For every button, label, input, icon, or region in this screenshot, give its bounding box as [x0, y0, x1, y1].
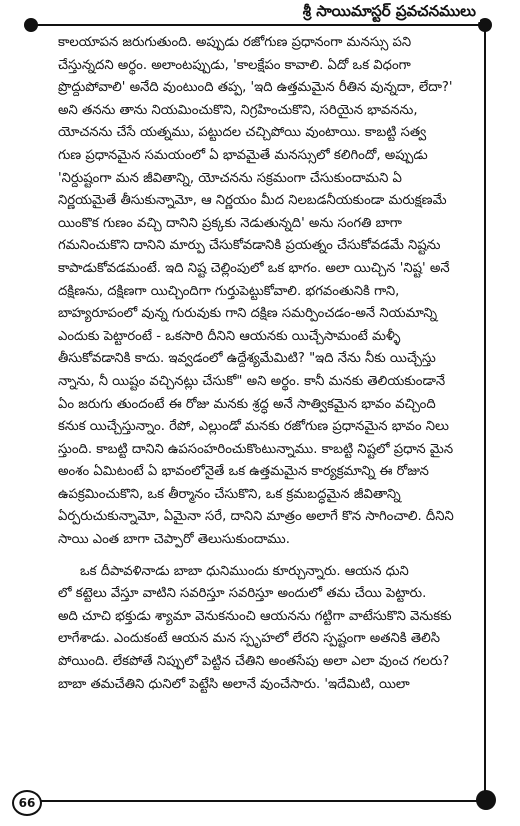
text-line: కనుక యిచ్చేస్తున్నాం. రేపో, ఎల్లుండో మనకు రజోగుణ ప్రధానమైన భావం నిలు	[58, 419, 449, 435]
text-line: తీసుకోవడానికి కాదు. ఇవ్వడంలో ఉద్దేశ్యమేమిటి? "ఇది నేను నీకు యిచ్చేస్తు	[58, 351, 436, 367]
running-header-title: శ్రీ సాయిమాస్టర్ ప్రవచనములు	[299, 0, 480, 22]
text-line: అని తనను తాను నియమించుకొని, నిగ్రహించుకొని, సరియైన భావనను,	[58, 102, 418, 118]
text-line: సాయి ఎంత బాగా చెప్పారో తెలుసుకుందాము.	[58, 532, 290, 548]
footer-rule	[40, 800, 486, 802]
text-line: యోచనను చేసే యత్నము, పట్టుదల చచ్చిపోయి వుంటాయి. కాబట్టి సత్వ	[58, 125, 427, 141]
text-line: గుణ ప్రధానమైన సమయంలో ఏ భావమైతే మనస్సులో కలిగిందో, అప్పుడు	[58, 147, 428, 163]
paragraph-1	[58, 32, 482, 552]
text-line: ఉపక్రమించుకొని, ఒక తీర్మానం చేసుకొని, ఒక క్రమబద్ధమైన జీవితాన్ని	[58, 486, 401, 502]
text-line: కాలయాపన జరుగుతుంది. అప్పుడు రజోగుణ ప్రధానంగా మనస్సు పని	[58, 35, 412, 50]
text-line: నిర్ణయమైతే తీసుకున్నామో, ఆ నిర్ణయం మీద నిలబడనీయకుండా మరుక్షణమే	[58, 193, 447, 209]
header-rule	[30, 24, 484, 26]
text-line: ఒక దీపావళినాడు బాబా ధునిముందు కూర్చున్నారు. ఆయన ధుని	[80, 563, 409, 579]
text-line: స్తుంది. కాబట్టి దానిని ఉపసంహరించుకొంటున్నాము. కాబట్టి నిష్టలో ప్రధాన మైన	[58, 441, 454, 457]
text-line: లాగేశాడు. ఎందుకంటే ఆయన మన స్పృహలో లేరని స్పష్టంగా అతనికి తెలిసి	[58, 631, 441, 647]
text-line: లో కట్టెలు వేస్తూ వాటిని సవరిస్తూ సవరిస్తూ అందులో తమ చేయి పెట్టారు.	[58, 586, 427, 602]
text-line: ఏం జరుగు తుందంటే ఈ రోజు మనకు శ్రద్ధ అనే సాత్వికమైన భావం వచ్చింది	[58, 396, 436, 412]
text-line: అంశం ఏమిటంటే ఏ భావంలోనైతే ఒక ఉత్తమమైన కార్యక్రమాన్ని ఈ రోజున	[58, 464, 429, 480]
text-line: బాబా తమచేతిని ధునిలో పెట్టేసి అలానే వుంచేసారు. 'ఇదేమిటి, యిలా	[58, 676, 410, 692]
text-line: అది చూచి భక్తుడు శ్యామా వెనుకనుంచి ఆయనను గట్టిగా వాటేసుకొని వెనుకకు	[58, 608, 452, 624]
footer-dot-ornament	[476, 790, 496, 810]
right-margin-rule	[484, 26, 486, 798]
page-body	[58, 32, 482, 696]
text-line: పోయింది. లేకపోతే నిప్పులో పెట్టిన చేతిని అంతసేపు అలా ఎలా వుంచ గలరు?	[58, 654, 450, 670]
page-number: 66	[12, 790, 42, 816]
text-line: దక్షిణను, దక్షిణగా యిచ్చిందిగా గుర్తుపెట్టుకోవాలి. భగవంతునికి గాని,	[58, 283, 400, 299]
text-line: ఏర్పరుచుకున్నామో, ఏమైనా సరే, దానిని మాత్రం అలాగే కొన సాగించాలి. దీనిని	[58, 509, 454, 525]
text-line: బాహ్యరూపంలో వున్న గురువుకు గాని దక్షిణ సమర్పించడం-అనే నియమాన్ని	[58, 306, 438, 322]
paragraph-2	[58, 561, 482, 697]
text-line: చేస్తున్నదని అర్థం. అలాంటప్పుడు, 'కాలక్షేపం కావాలి. ఏదో ఒక విధంగా	[58, 57, 411, 73]
text-line: 'నిర్దుష్టంగా మన జీవితాన్ని, యోచనను సక్రమంగా చేసుకుందామని ఏ	[58, 170, 402, 186]
text-line: గమనించుకొని దానిని మార్పు చేసుకోవడానికి ప్రయత్నం చేసుకోవడమే నిష్టను	[58, 238, 441, 254]
text-line: ప్రొద్దుపోవాలి' అనేది వుంటుంది తప్ప, 'ఇది ఉత్తమమైన రీతిన వున్నదా, లేదా?'	[58, 80, 453, 96]
text-line: న్నాను, నీ యిష్టం వచ్చినట్లు చేసుకో" అని అర్థం. కానీ మనకు తెలియకుండానే	[58, 373, 446, 389]
header-left-dot-ornament	[24, 18, 38, 32]
text-line: ఎందుకు పెట్టారంటే - ఒకసారి దీనిని ఆయనకు యిచ్చేసామంటే మళ్ళీ	[58, 328, 401, 344]
text-line: యింకొక గుణం వచ్చి దానిని ప్రక్కకు నెడుతున్నది' అను సంగతి బాగా	[58, 215, 402, 231]
text-line: కాపాడుకోవడమంటే. ఇది నిష్ట చెల్లింపులో ఒక భాగం. అలా యిచ్చిన 'నిష్ట' అనే	[58, 260, 450, 276]
